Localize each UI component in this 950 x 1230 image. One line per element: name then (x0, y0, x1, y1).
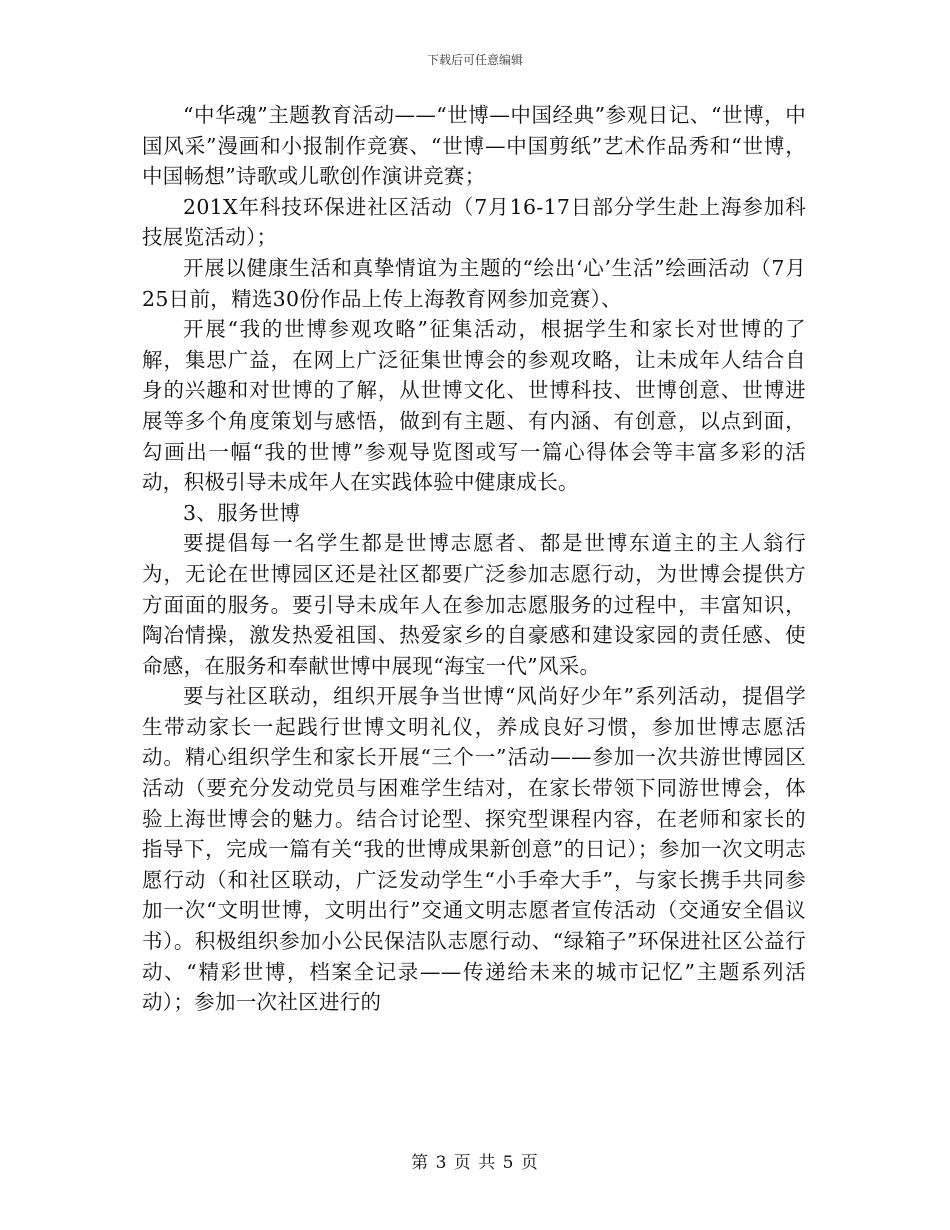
paragraph: 开展以健康生活和真挚情谊为主题的“绘出‘心’生活”绘画活动（7月25日前，精选30份作品上传上海教育网参加竞赛）、 (142, 255, 806, 311)
section-heading: 3、服务世博 (183, 500, 301, 525)
paragraph: 要与社区联动，组织开展争当世博“风尚好少年”系列活动，提倡学生带动家长一起践行世博文明礼仪，养成良好习惯，参加世博志愿活动。精心组织学生和家长开展“三个一”活动——参加一次共游世博园区活动（要充分发动党员与困难学生结对，在家长带领下同游世博会，体验上海世博会的魅力。结合讨论型、探究型课程内容，在老师和家长的指导下，完成一篇有关“我的世博成果新创意”的日记）；参加一次文明志愿行动（和社区联动，广泛发动学生“小手牵大手”，与家长携手共同参加一次“文明世博，文明出行”交通文明志愿者宣传活动（交通安全倡议书）。积极组织参加小公民保洁队志愿行动、“绿箱子”环保进社区公益行动、“精彩世博，档案全记录——传递给未来的城市记忆”主题系列活动）；参加一次社区进行的 (142, 684, 806, 1015)
page-number-footer: 第 3 页 共 5 页 (411, 1153, 539, 1173)
paragraph: “中华魂”主题教育活动——“世博—中国经典”参观日记、“世博，中国风采”漫画和小报制作竞赛、“世博—中国剪纸”艺术作品秀和“世博，中国畅想”诗歌或儿歌创作演讲竞赛； (142, 103, 806, 189)
page-header: 下载后可任意编辑 (426, 53, 523, 67)
document-body (142, 100, 806, 1018)
paragraph: 要提倡每一名学生都是世博志愿者、都是世博东道主的主人翁行为，无论在世博园区还是社区都要广泛参加志愿行动，为世博会提供方方面面的服务。要引导未成年人在参加志愿服务的过程中，丰富知识，陶冶情操，激发热爱祖国、热爱家乡的自豪感和建设家园的责任感、使命感，在服务和奉献世博中展现“海宝一代”风采。 (142, 531, 806, 678)
paragraph: 开展“我的世博参观攻略”征集活动，根据学生和家长对世博的了解，集思广益，在网上广泛征集世博会的参观攻略，让未成年人结合自身的兴趣和对世博的了解，从世博文化、世博科技、世博创意、世博进展等多个角度策划与感悟，做到有主题、有内涵、有创意，以点到面，勾画出一幅“我的世博”参观导览图或写一篇心得体会等丰富多彩的活动，积极引导未成年人在实践体验中健康成长。 (142, 317, 806, 495)
paragraph: 201X年科技环保进社区活动（7月16-17日部分学生赴上海参加科技展览活动）； (142, 194, 806, 250)
